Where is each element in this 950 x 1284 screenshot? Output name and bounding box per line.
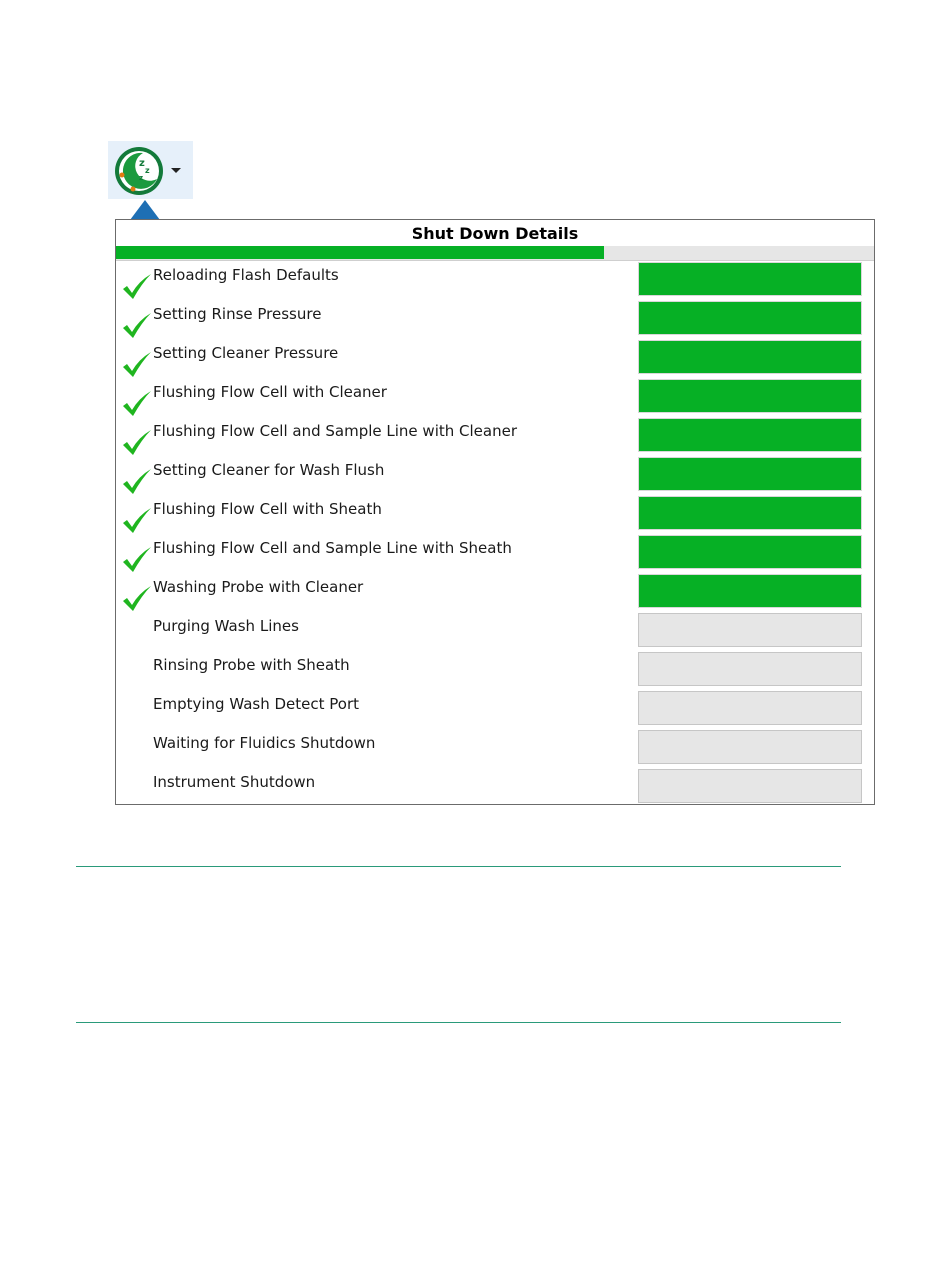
pointer-arrow-icon bbox=[130, 200, 160, 220]
panel-title: Shut Down Details bbox=[116, 220, 874, 247]
checkmark-icon bbox=[121, 350, 153, 378]
divider-bottom bbox=[76, 1022, 841, 1023]
step-status-complete bbox=[638, 457, 862, 491]
moon-sleep-icon bbox=[113, 145, 165, 197]
step-status-complete bbox=[638, 379, 862, 413]
shutdown-button[interactable] bbox=[108, 141, 193, 199]
step-label: Waiting for Fluidics Shutdown bbox=[153, 734, 376, 752]
step-row bbox=[116, 652, 874, 691]
step-row bbox=[116, 457, 874, 496]
checkmark-icon bbox=[121, 506, 153, 534]
overall-progress-bar bbox=[116, 246, 874, 261]
svg-text:z: z bbox=[139, 158, 145, 169]
step-status-complete bbox=[638, 262, 862, 296]
step-label: Instrument Shutdown bbox=[153, 773, 316, 791]
chevron-down-icon[interactable] bbox=[171, 168, 181, 173]
step-label: Purging Wash Lines bbox=[153, 617, 299, 635]
step-row bbox=[116, 262, 874, 301]
step-row bbox=[116, 535, 874, 574]
step-label: Washing Probe with Cleaner bbox=[153, 578, 364, 596]
step-status-complete bbox=[638, 340, 862, 374]
overall-progress-fill bbox=[116, 246, 604, 259]
checkmark-icon bbox=[121, 389, 153, 417]
checkmark-icon bbox=[121, 584, 153, 612]
step-status-pending bbox=[638, 730, 862, 764]
step-label: Flushing Flow Cell with Cleaner bbox=[153, 383, 387, 401]
step-status-pending bbox=[638, 691, 862, 725]
step-label: Flushing Flow Cell and Sample Line with Cleaner bbox=[153, 422, 517, 440]
step-label: Emptying Wash Detect Port bbox=[153, 695, 360, 713]
checkmark-icon bbox=[121, 311, 153, 339]
divider-top bbox=[76, 866, 841, 867]
step-row bbox=[116, 730, 874, 769]
step-status-complete bbox=[638, 301, 862, 335]
step-label: Setting Rinse Pressure bbox=[153, 305, 322, 323]
step-label: Setting Cleaner for Wash Flush bbox=[153, 461, 385, 479]
step-status-pending bbox=[638, 769, 862, 803]
step-status-pending bbox=[638, 652, 862, 686]
step-row bbox=[116, 574, 874, 613]
step-label: Flushing Flow Cell with Sheath bbox=[153, 500, 382, 518]
step-row bbox=[116, 418, 874, 457]
step-status-complete bbox=[638, 496, 862, 530]
step-row bbox=[116, 691, 874, 730]
step-row bbox=[116, 301, 874, 340]
step-row bbox=[116, 769, 874, 808]
step-row bbox=[116, 496, 874, 535]
checkmark-icon bbox=[121, 545, 153, 573]
step-label: Setting Cleaner Pressure bbox=[153, 344, 339, 362]
step-row bbox=[116, 340, 874, 379]
step-list bbox=[116, 262, 874, 808]
checkmark-icon bbox=[121, 272, 153, 300]
step-status-complete bbox=[638, 535, 862, 569]
step-status-complete bbox=[638, 418, 862, 452]
step-label: Reloading Flash Defaults bbox=[153, 266, 339, 284]
step-label: Flushing Flow Cell and Sample Line with Sheath bbox=[153, 539, 512, 557]
svg-text:z: z bbox=[139, 174, 144, 182]
step-row bbox=[116, 379, 874, 418]
checkmark-icon bbox=[121, 428, 153, 456]
step-row bbox=[116, 613, 874, 652]
svg-text:z: z bbox=[145, 166, 150, 175]
step-status-complete bbox=[638, 574, 862, 608]
step-label: Rinsing Probe with Sheath bbox=[153, 656, 350, 674]
shutdown-details-panel bbox=[115, 219, 875, 805]
checkmark-icon bbox=[121, 467, 153, 495]
step-status-pending bbox=[638, 613, 862, 647]
